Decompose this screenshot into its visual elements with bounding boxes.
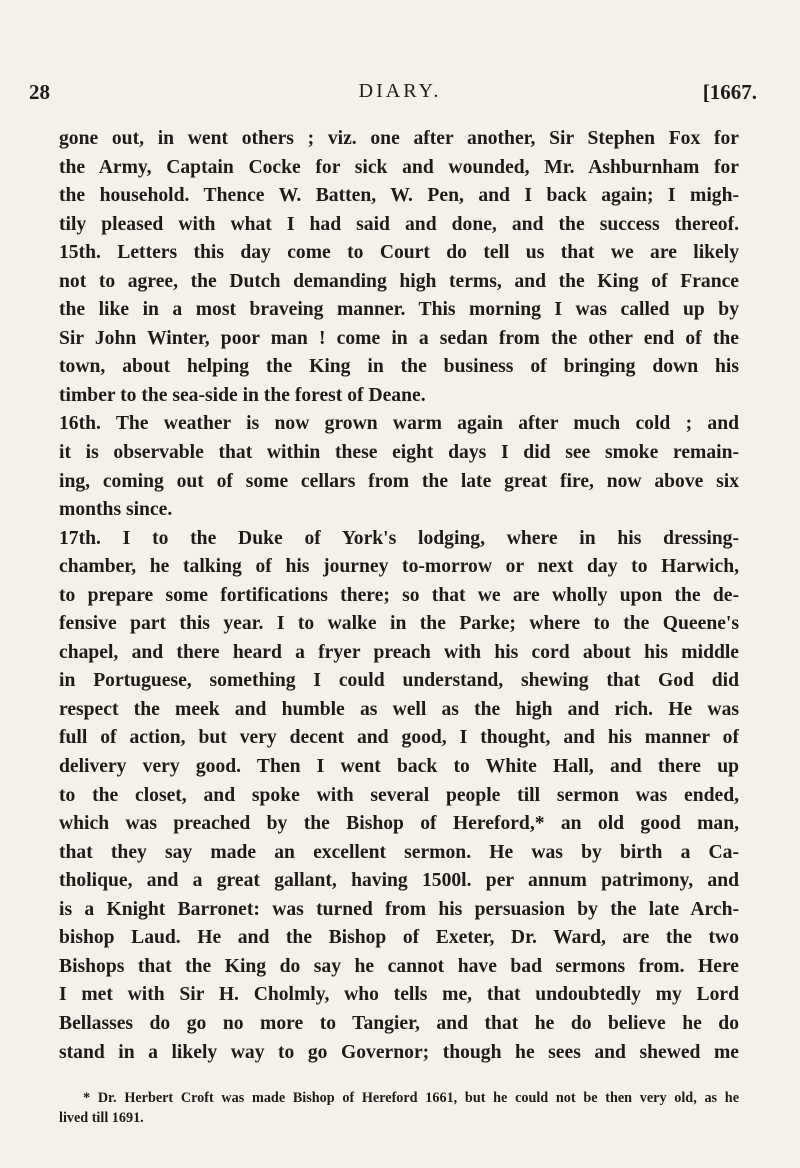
page-header (0, 80, 800, 110)
text-line: Sir John Winter, poor man ! come in a sedan from the other end of the (59, 327, 739, 349)
footnote-line: * Dr. Herbert Croft was made Bishop of Hereford 1661, but he could not be then very old, as he (83, 1090, 739, 1106)
text-line: that they say made an excellent sermon. He was by birth a Ca- (59, 841, 739, 863)
text-line: I met with Sir H. Cholmly, who tells me, that undoubtedly my Lord (59, 984, 739, 1006)
footnote (59, 1088, 739, 1128)
footnote-line: lived till 1691. (59, 1110, 144, 1126)
text-line: Bishops that the King do say he cannot have bad sermons from. Here (59, 955, 739, 977)
text-line: which was preached by the Bishop of Hereford,* an old good man, (59, 813, 739, 835)
text-line: full of action, but very decent and good, I thought, and his manner of (59, 727, 739, 749)
page-number: 28 (29, 80, 50, 104)
text-line: 16th. The weather is now grown warm again after much cold ; and (59, 413, 739, 435)
running-title: DIARY. (358, 80, 442, 102)
text-line: the household. Thence W. Batten, W. Pen, and I back again; I migh- (59, 185, 739, 207)
text-line: chamber, he talking of his journey to-morrow or next day to Harwich, (59, 556, 739, 578)
text-line: is a Knight Barronet: was turned from his persuasion by the late Arch- (59, 898, 739, 920)
text-line: Bellasses do go no more to Tangier, and that he do believe he do (59, 1012, 739, 1034)
text-line: tholique, and a great gallant, having 1500l. per annum patrimony, and (59, 870, 739, 892)
text-line: chapel, and there heard a fryer preach with his cord about his middle (59, 641, 739, 663)
text-line: the Army, Captain Cocke for sick and wounded, Mr. Ashburnham for (59, 156, 739, 178)
text-line: gone out, in went others ; viz. one after another, Sir Stephen Fox for (59, 128, 739, 149)
text-line: 15th. Letters this day come to Court do tell us that we are likely (59, 242, 739, 264)
text-line: delivery very good. Then I went back to White Hall, and there up (59, 756, 739, 778)
text-line: to the closet, and spoke with several people till sermon was ended, (59, 784, 739, 806)
text-line: 17th. I to the Duke of York's lodging, where in his dressing- (59, 527, 739, 549)
text-line: ing, coming out of some cellars from the late great fire, now above six (59, 470, 739, 492)
text-line: bishop Laud. He and the Bishop of Exeter, Dr. Ward, are the two (59, 927, 739, 949)
text-line: not to agree, the Dutch demanding high terms, and the King of France (59, 270, 739, 292)
text-line: months since. (59, 499, 173, 521)
text-line: it is observable that within these eight days I did see smoke remain- (59, 442, 739, 464)
text-line: respect the meek and humble as well as the high and rich. He was (59, 698, 739, 720)
text-line: town, about helping the King in the business of bringing down his (59, 356, 739, 378)
text-line: the like in a most braveing manner. This morning I was called up by (59, 299, 739, 321)
text-line: in Portuguese, something I could understand, shewing that God did (59, 670, 739, 692)
year-marker: [1667. (702, 80, 757, 104)
body-text (59, 125, 739, 1067)
text-line: timber to the sea-side in the forest of Deane. (59, 384, 426, 406)
text-line: stand in a likely way to go Governor; though he sees and shewed me (59, 1041, 739, 1063)
text-line: tily pleased with what I had said and done, and the success thereof. (59, 213, 739, 235)
text-line: fensive part this year. I to walke in the Parke; where to the Queene's (59, 613, 739, 635)
text-line: to prepare some fortifications there; so that we are wholly upon the de- (59, 584, 739, 606)
